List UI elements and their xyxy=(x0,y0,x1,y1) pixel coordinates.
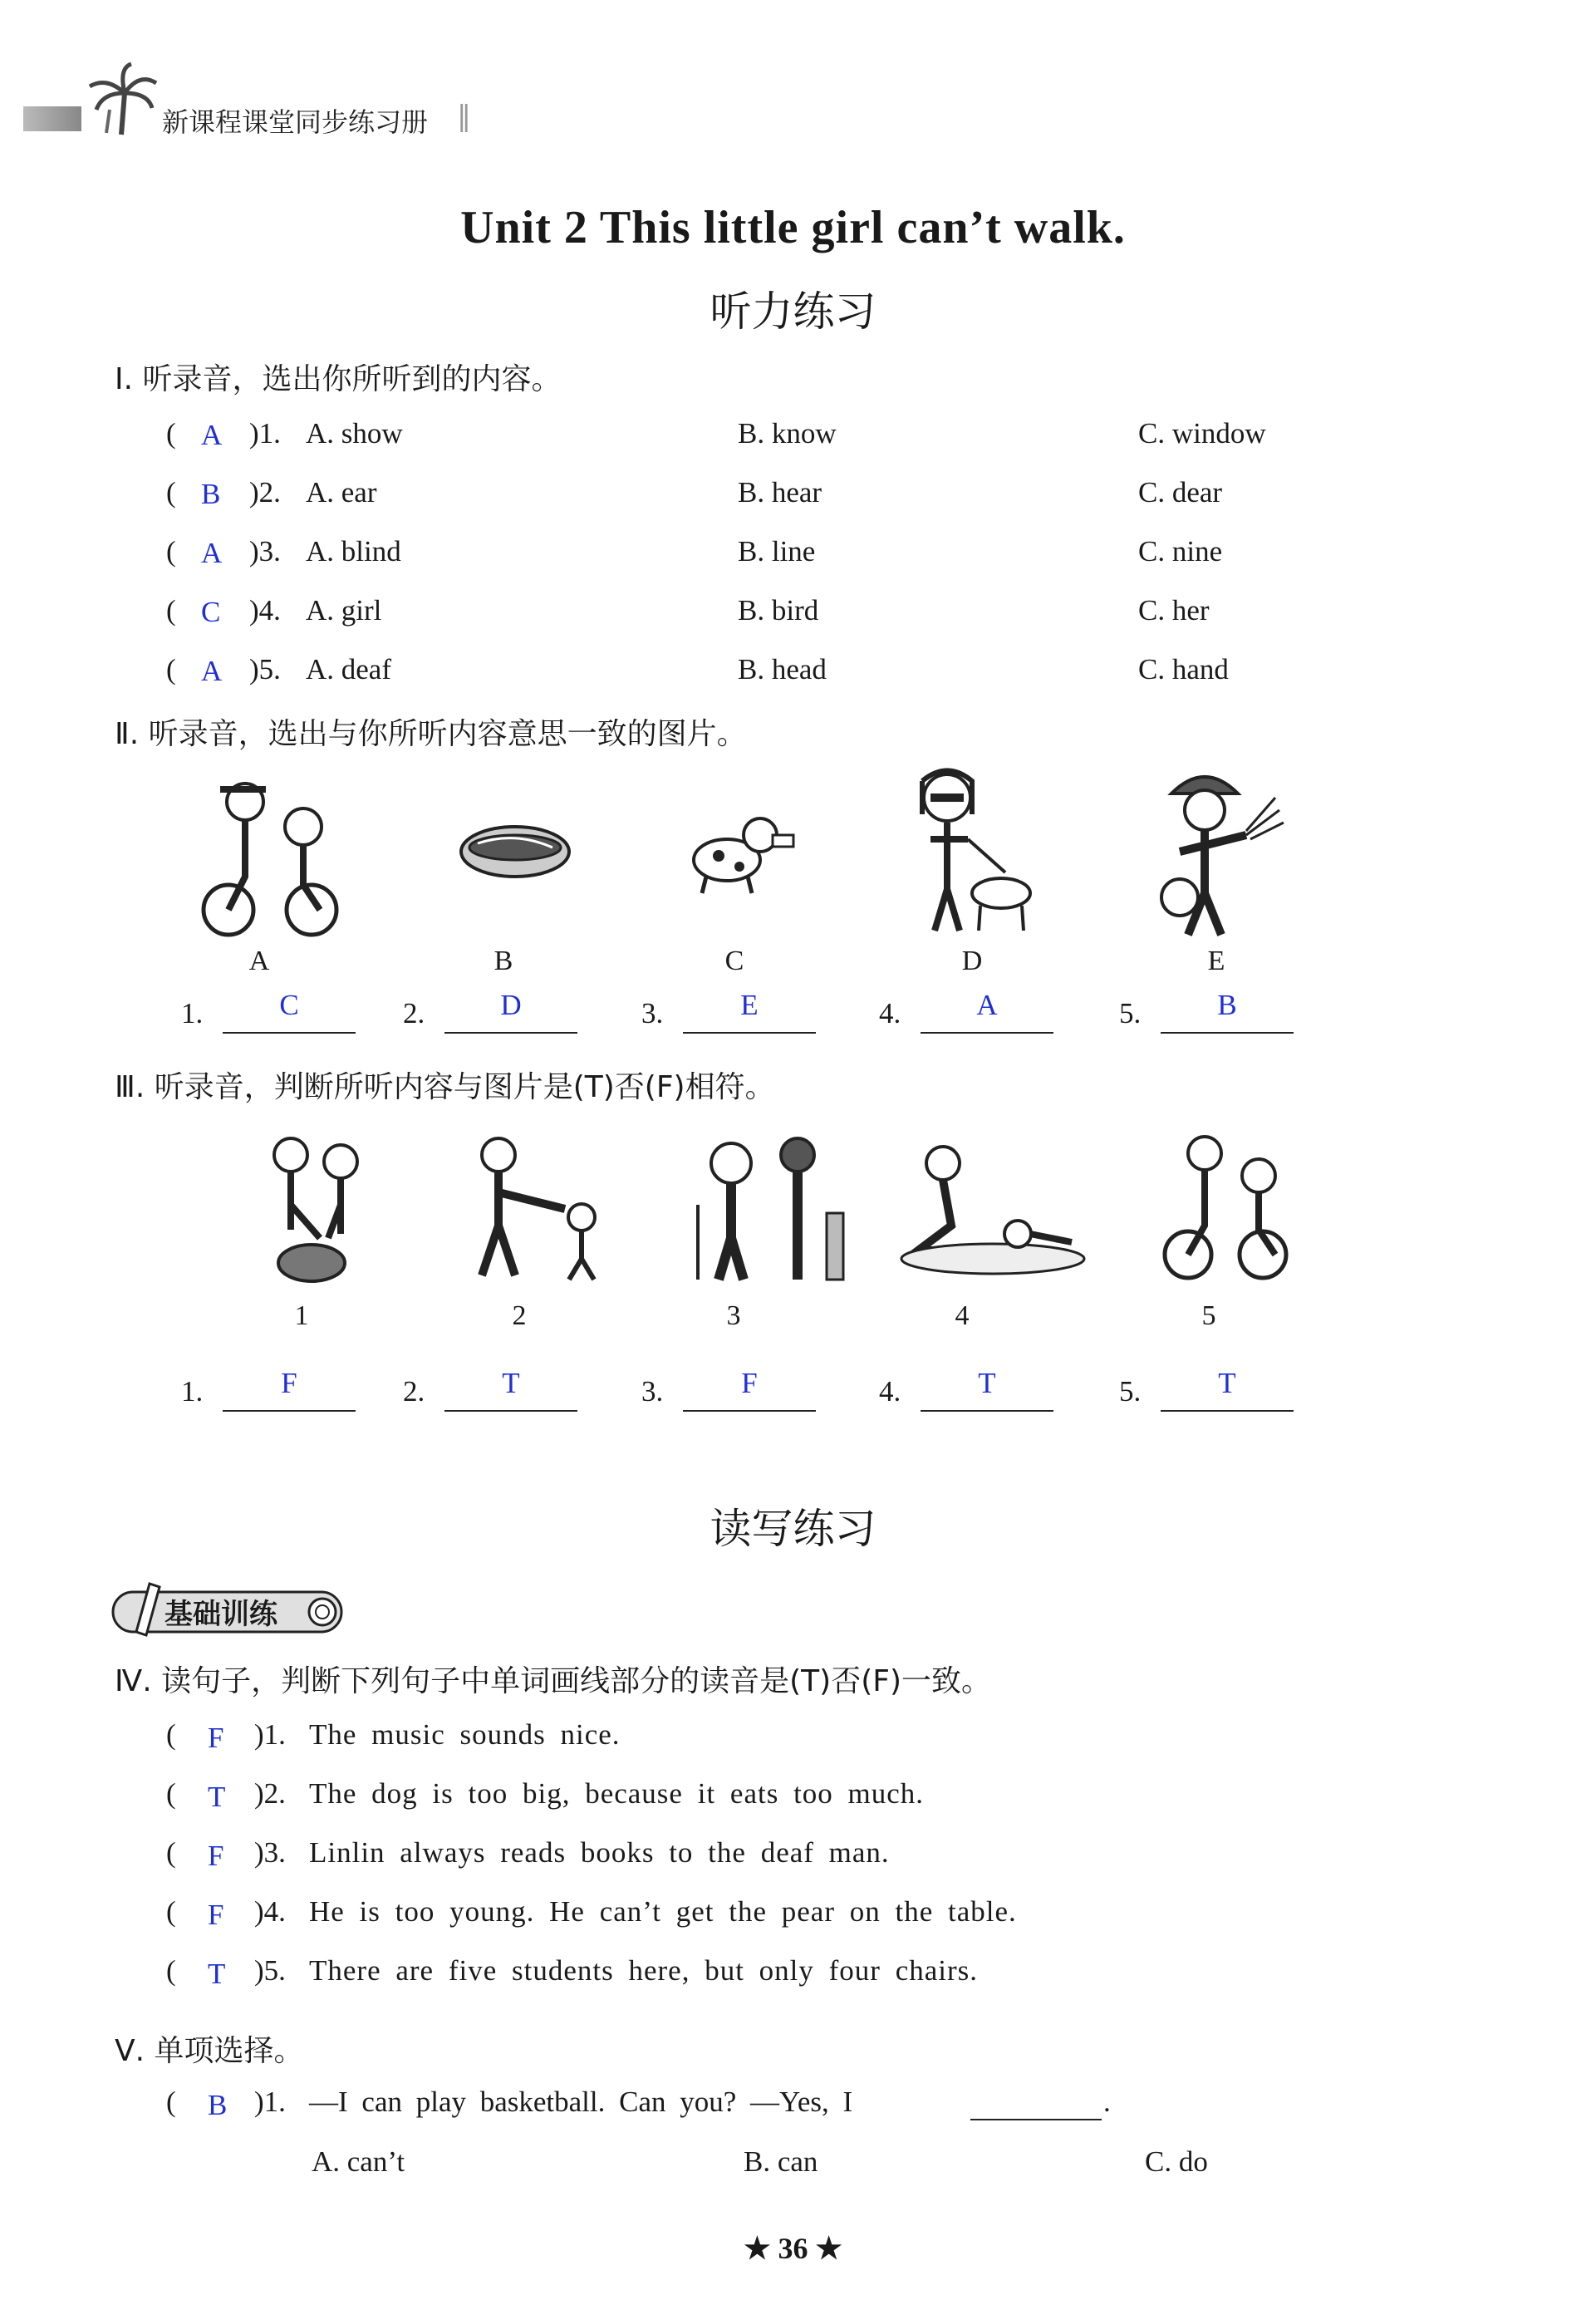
answer-letter: C xyxy=(201,596,221,628)
answer-letter: T xyxy=(208,1958,226,1990)
question-number: )4. xyxy=(249,594,281,626)
blank-answer: T xyxy=(502,1367,520,1399)
picture-label: D xyxy=(961,946,983,976)
option-a: A. deaf xyxy=(306,653,392,685)
answer-blank-line xyxy=(444,1032,577,1034)
reading-heading: 读写练习 xyxy=(710,1505,876,1553)
answer-blank-line xyxy=(683,1032,816,1034)
answer-blank-line xyxy=(1161,1032,1294,1034)
answer-blank-line xyxy=(683,1410,816,1412)
picture-label: A xyxy=(248,946,270,976)
blank-number: 1. xyxy=(181,997,204,1029)
book-title: 新课程课堂同步练习册 xyxy=(162,106,429,138)
sentence: The music sounds nice. xyxy=(309,1718,621,1751)
blank-answer: T xyxy=(978,1367,996,1399)
question-number: )1. xyxy=(249,417,281,450)
paren-open: ( xyxy=(166,1895,176,1928)
page-number: ★ 36 ★ xyxy=(744,2232,842,2265)
question-number: )3. xyxy=(254,1836,286,1869)
blank-answer: T xyxy=(1218,1367,1236,1399)
palm-tree-icon xyxy=(81,60,160,139)
picture-label: 3 xyxy=(726,1300,741,1331)
answer-letter: A xyxy=(201,537,223,569)
question-number: )3. xyxy=(249,535,281,567)
picture-2-helping-girl xyxy=(449,1134,615,1284)
blank-number: 5. xyxy=(1119,997,1142,1029)
picture-4-helping-fallen-child xyxy=(893,1142,1093,1280)
picture-label: C xyxy=(724,946,744,976)
blank-number: 3. xyxy=(641,1375,664,1408)
badge-label: 基础训练 xyxy=(164,1598,277,1631)
picture-e-firefighter xyxy=(1155,760,1288,943)
answer-blank-line xyxy=(1161,1410,1294,1412)
answer-letter: B xyxy=(201,478,221,510)
blank-answer: B xyxy=(1217,989,1237,1021)
answer-blank-line xyxy=(444,1410,577,1412)
option-b: B. hear xyxy=(738,476,822,509)
option-c: C. window xyxy=(1138,417,1266,450)
option-a: A. blind xyxy=(306,535,401,567)
part4-label: Ⅳ. 读句子，判断下列句子中单词画线部分的读音是(T)否(F)一致。 xyxy=(115,1664,991,1698)
answer-blank-line xyxy=(223,1032,356,1034)
option-b: B. know xyxy=(738,417,837,450)
part1-label: Ⅰ. 听录音，选出你所听到的内容。 xyxy=(115,362,562,396)
sentence: He is too young. He can’t get the pear on the table. xyxy=(309,1895,1017,1928)
answer-letter: F xyxy=(208,1899,224,1931)
question-end: . xyxy=(1103,2086,1111,2118)
picture-d-blind-woman-dog xyxy=(906,764,1039,943)
paren-open: ( xyxy=(166,1777,176,1810)
header-decor-bar xyxy=(23,106,81,131)
sentence: There are five students here, but only four chairs. xyxy=(309,1954,979,1987)
paren-open: ( xyxy=(166,1954,176,1987)
option-b: B. head xyxy=(738,653,827,685)
picture-label: 4 xyxy=(955,1300,970,1331)
option-b: B. can xyxy=(744,2145,818,2178)
question-number: )5. xyxy=(249,653,281,685)
answer-letter: T xyxy=(208,1781,226,1813)
part5-label: Ⅴ. 单项选择。 xyxy=(115,2034,304,2068)
blank-number: 5. xyxy=(1119,1375,1142,1408)
blank-number: 2. xyxy=(403,997,425,1029)
option-a: A. girl xyxy=(306,594,382,626)
option-b: B. line xyxy=(738,535,816,567)
answer-blank-line xyxy=(970,2119,1102,2120)
sentence: The dog is too big, because it eats too much. xyxy=(309,1777,925,1810)
sentence: Linlin always reads books to the deaf man. xyxy=(309,1836,890,1869)
paren-open: ( xyxy=(166,594,176,626)
option-c: C. her xyxy=(1138,594,1210,626)
question-number: )5. xyxy=(254,1954,286,1987)
paren-open: ( xyxy=(166,653,176,685)
answer-blank-line xyxy=(223,1410,356,1412)
option-c: C. dear xyxy=(1138,476,1223,509)
answer-blank-line xyxy=(921,1410,1053,1412)
blank-answer: C xyxy=(279,989,299,1021)
answer-blank-line xyxy=(921,1032,1053,1034)
question-number: )1. xyxy=(254,1718,286,1751)
header-end-bars: ‖ xyxy=(457,100,471,133)
answer-letter: B xyxy=(208,2089,228,2121)
question-number: )2. xyxy=(249,476,281,509)
answer-letter: A xyxy=(201,419,223,451)
blank-number: 1. xyxy=(181,1375,204,1408)
picture-b-hotdog xyxy=(457,810,573,893)
answer-letter: F xyxy=(208,1722,224,1754)
question-number: )4. xyxy=(254,1895,286,1928)
blank-answer: A xyxy=(976,989,998,1021)
paren-open: ( xyxy=(166,417,176,450)
answer-letter: F xyxy=(208,1840,224,1872)
part2-label: Ⅱ. 听录音，选出与你所听内容意思一致的图片。 xyxy=(115,717,747,751)
picture-3-elderly-couple xyxy=(681,1130,847,1284)
option-a: A. can’t xyxy=(312,2145,405,2178)
option-c: C. do xyxy=(1145,2145,1208,2178)
blank-number: 4. xyxy=(879,997,901,1029)
unit-title: Unit 2 This little girl can’t walk. xyxy=(460,202,1126,253)
question-number: )1. xyxy=(254,2086,286,2118)
picture-c-dog xyxy=(681,802,798,902)
picture-label: 2 xyxy=(512,1300,527,1331)
picture-label: B xyxy=(493,946,513,976)
question-number: )2. xyxy=(254,1777,286,1810)
option-c: C. hand xyxy=(1138,653,1229,685)
blank-answer: F xyxy=(281,1367,297,1399)
blank-number: 4. xyxy=(879,1375,901,1408)
part3-label: Ⅲ. 听录音，判断所听内容与图片是(T)否(F)相符。 xyxy=(115,1070,775,1104)
blank-answer: D xyxy=(500,989,522,1021)
option-c: C. nine xyxy=(1138,535,1223,567)
blank-number: 3. xyxy=(641,997,664,1029)
picture-a-kids-bike xyxy=(187,769,353,943)
picture-5-kids-bike xyxy=(1155,1130,1296,1284)
blank-number: 2. xyxy=(403,1375,425,1408)
listening-heading: 听力练习 xyxy=(710,287,876,336)
paren-open: ( xyxy=(166,476,176,509)
page-number-value: 36 xyxy=(778,2232,808,2265)
picture-label: 5 xyxy=(1201,1300,1216,1331)
picture-1-kids-bag xyxy=(253,1130,378,1284)
paren-open: ( xyxy=(166,1718,176,1751)
option-a: A. ear xyxy=(306,476,377,509)
paren-open: ( xyxy=(166,2086,176,2118)
option-b: B. bird xyxy=(738,594,819,626)
paren-open: ( xyxy=(166,535,176,567)
picture-label: E xyxy=(1207,946,1225,976)
question-text: —I can play basketball. Can you? —Yes, I xyxy=(309,2086,853,2118)
paren-open: ( xyxy=(166,1836,176,1869)
option-a: A. show xyxy=(306,417,403,450)
blank-answer: E xyxy=(740,989,759,1021)
blank-answer: F xyxy=(741,1367,758,1399)
picture-label: 1 xyxy=(294,1300,309,1331)
answer-letter: A xyxy=(201,655,223,687)
